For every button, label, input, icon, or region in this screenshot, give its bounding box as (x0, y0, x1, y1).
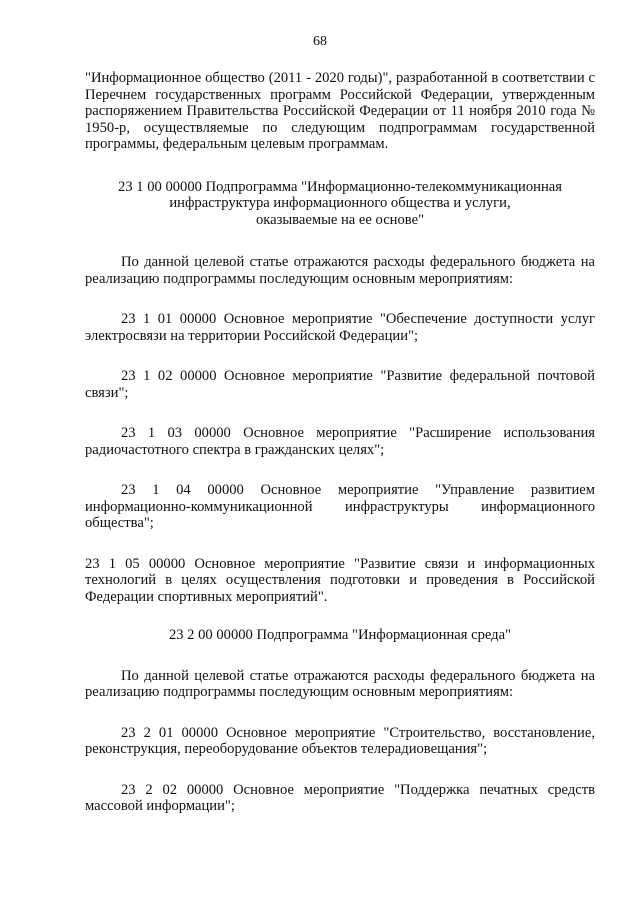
heading-line: оказываемые на ее основе" (255, 211, 425, 228)
paragraph-measure-23-1-01: 23 1 01 00000 Основное мероприятие "Обеспечение доступности услуг электросвязи на территории Российской Федерации"; (85, 311, 595, 344)
page-number: 68 (313, 34, 327, 49)
paragraph-measure-23-1-03: 23 1 03 00000 Основное мероприятие "Расширение использования радиочастотного спектра в гражданских целях"; (85, 425, 595, 458)
paragraph-measure-23-1-04: 23 1 04 00000 Основное мероприятие "Управление развитием информационно-коммуникационной инфраструктуры информационного общества"; (85, 482, 595, 531)
paragraph-target-article-1: По данной целевой статье отражаются расходы федерального бюджета на реализацию подпрограммы последующим основным мероприятиям: (85, 254, 595, 287)
heading-line: 23 1 00 00000 Подпрограмма "Информационно-телекоммуникационная (118, 178, 562, 195)
document-body (85, 70, 595, 815)
paragraph-measure-23-1-02: 23 1 02 00000 Основное мероприятие "Развитие федеральной почтовой связи"; (85, 368, 595, 401)
subprogram-heading-23-1 (85, 179, 595, 229)
paragraph-target-article-2: По данной целевой статье отражаются расходы федерального бюджета на реализацию подпрограммы последующим основным мероприятиям: (85, 667, 595, 700)
paragraph-measure-23-1-05: 23 1 05 00000 Основное мероприятие "Развитие связи и информационных технологий в целях осуществления подготовки и проведения в Российской Федерации спортивных мероприятий". (85, 555, 595, 605)
heading-line: инфраструктура информационного общества и услуги, (169, 195, 511, 211)
paragraph-measure-23-2-02: 23 2 02 00000 Основное мероприятие "Поддержка печатных средств массовой информации"; (85, 781, 595, 814)
paragraph-measure-23-2-01: 23 2 01 00000 Основное мероприятие "Строительство, восстановление, реконструкция, переоборудование объектов телерадиовещания"; (85, 724, 595, 757)
paragraph-intro: "Информационное общество (2011 - 2020 годы)", разработанной в соответствии с Перечнем государственных программ Российской Федерации, утвержденным распоряжением Правительства Российской Федерации от 11 ноября 2010 года № 1950-р, осуществляемые по следующим подпрограммам государственной программы, федеральным целевым программам. (85, 70, 595, 152)
subprogram-heading-23-2: 23 2 00 00000 Подпрограмма "Информационная среда" (168, 627, 512, 643)
